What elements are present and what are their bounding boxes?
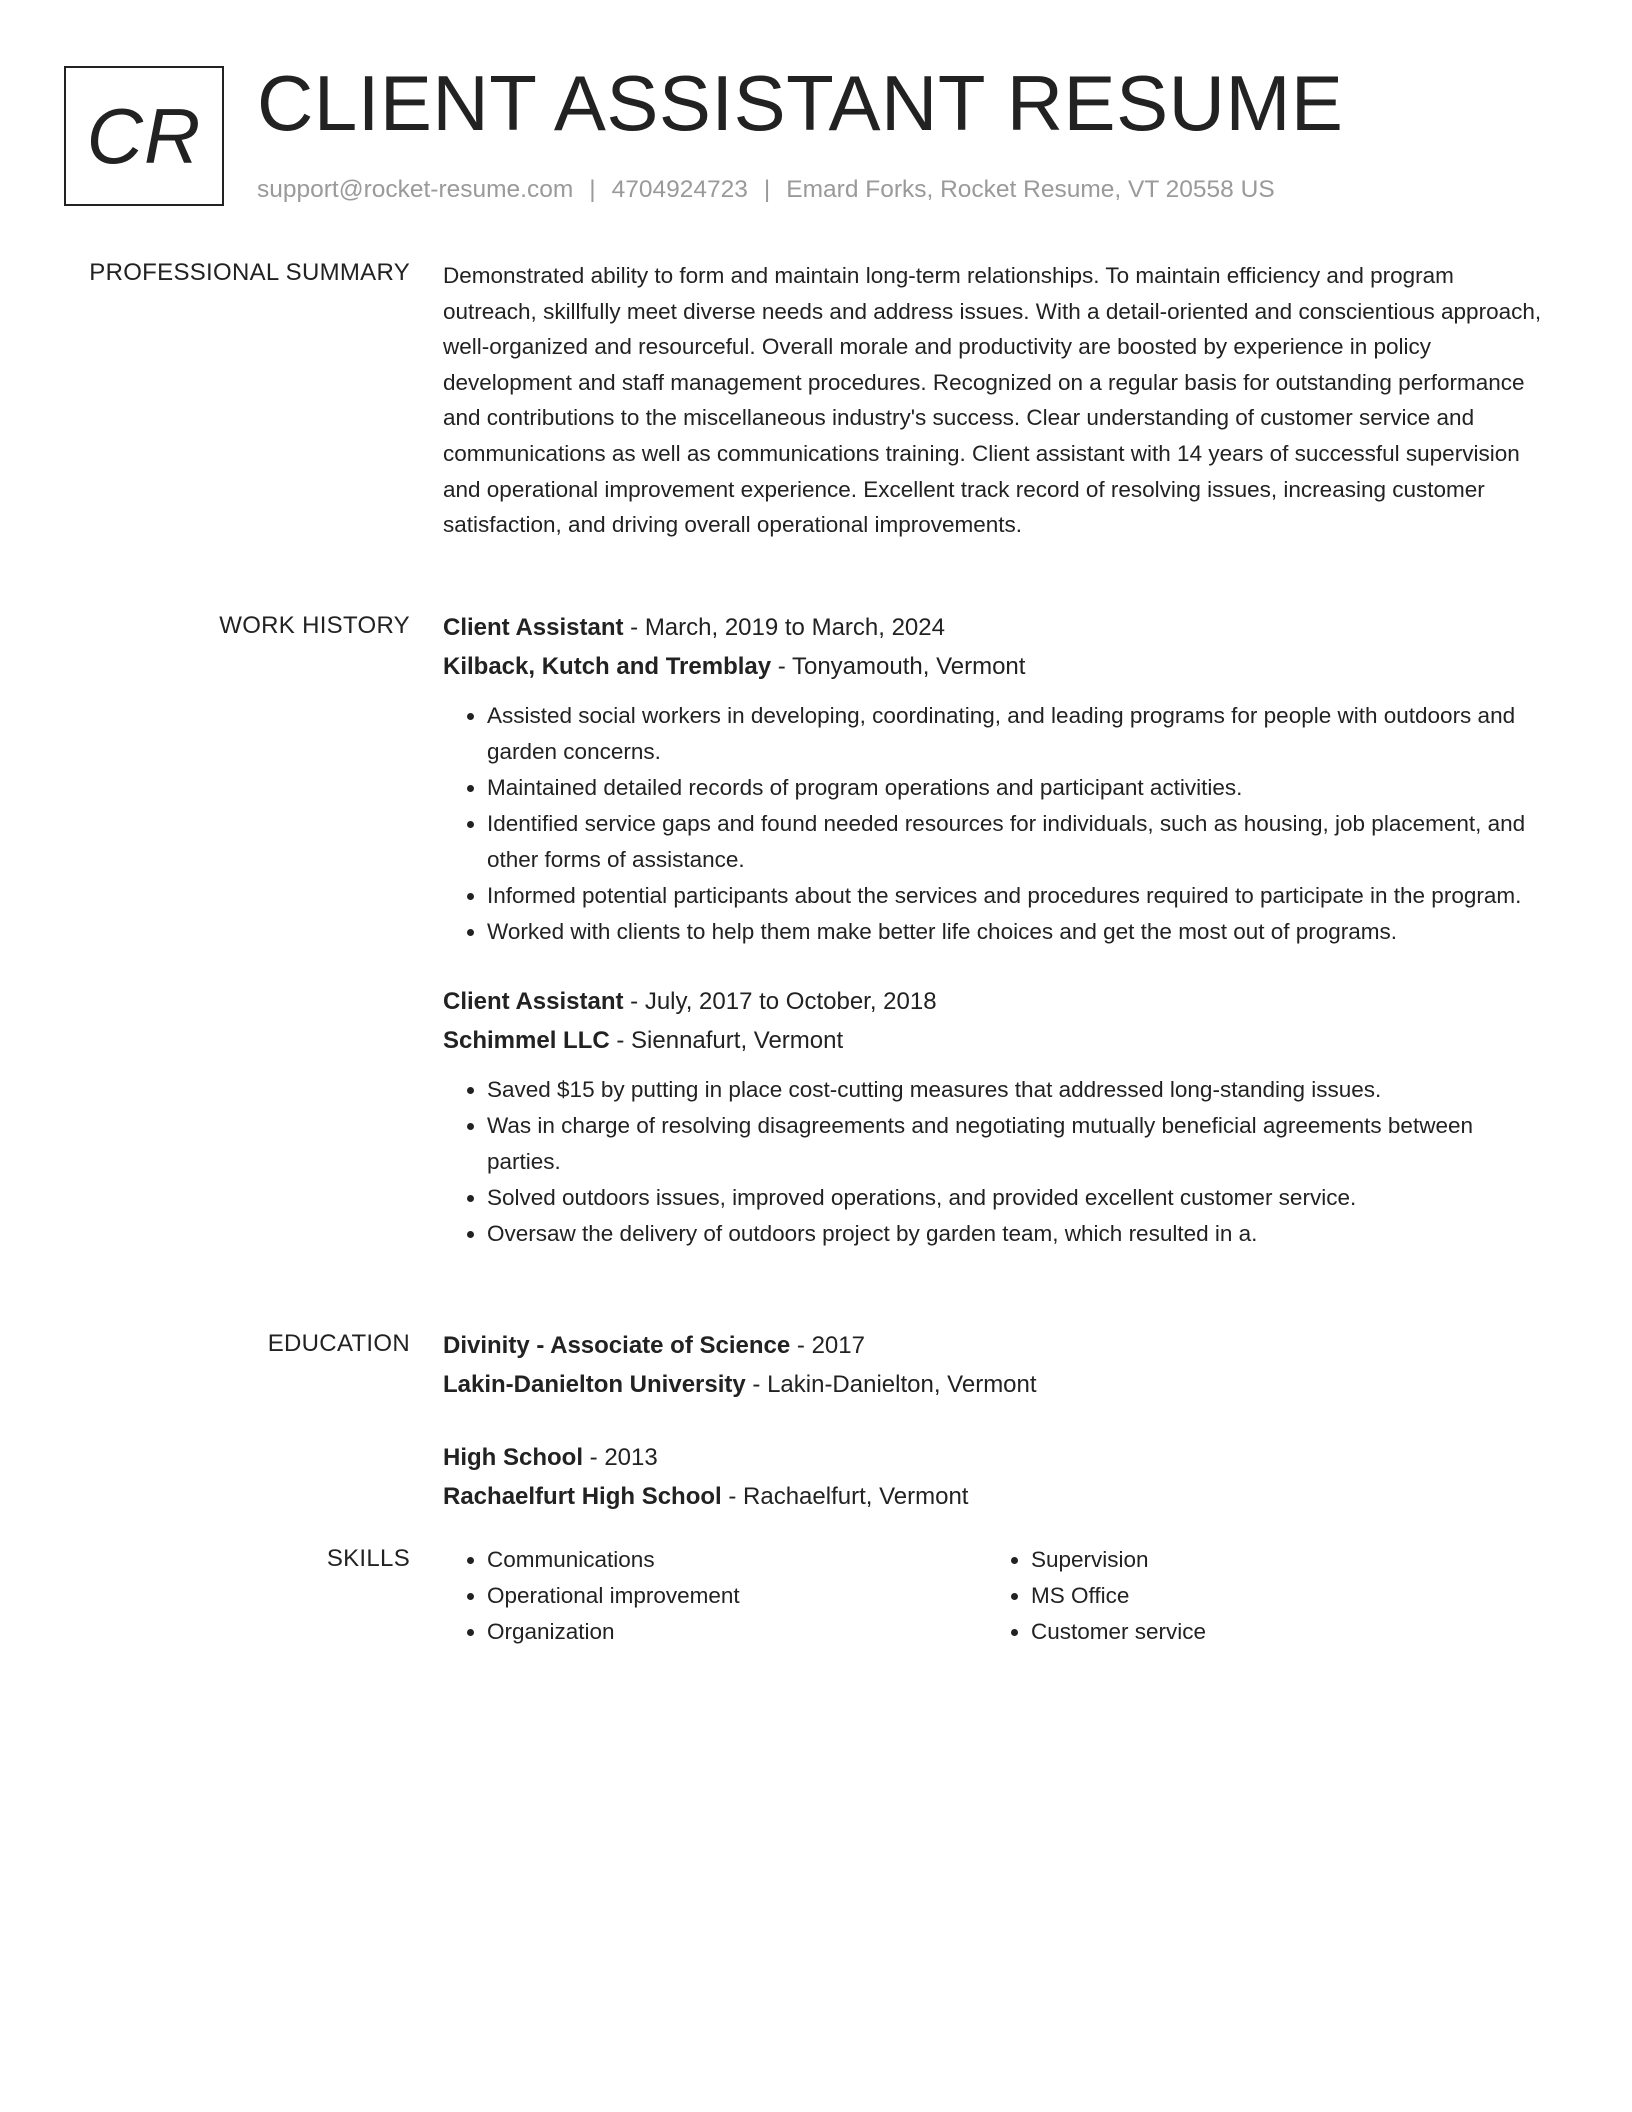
page-title: CLIENT ASSISTANT RESUME [257, 59, 1344, 147]
skill-item: • Organization [487, 1614, 987, 1650]
section-label-summary: PROFESSIONAL SUMMARY [89, 259, 410, 286]
section-label-skills: SKILLS [326, 1545, 410, 1572]
job-title-line [443, 608, 1548, 647]
skills-body [443, 1542, 1548, 1650]
job-company-line [443, 1021, 1548, 1060]
education-year: - 2017 [790, 1332, 865, 1359]
contact-separator: | [589, 176, 596, 203]
job-company-line [443, 647, 1548, 686]
skills-column-left [443, 1542, 987, 1650]
job-company: Schimmel LLC [443, 1027, 610, 1054]
education-school: Lakin-Danielton University [443, 1371, 746, 1398]
section-label-education: EDUCATION [267, 1330, 410, 1357]
job-title: Client Assistant [443, 614, 624, 641]
education-degree: Divinity - Associate of Science [443, 1332, 791, 1359]
monogram-logo: CR [64, 66, 224, 206]
skill-item: • Supervision [1031, 1542, 1531, 1578]
job-location: - Tonyamouth, Vermont [771, 653, 1026, 680]
education-location: - Rachaelfurt, Vermont [721, 1483, 969, 1510]
education-degree: High School [443, 1444, 583, 1471]
education-location: - Lakin-Danielton, Vermont [745, 1371, 1037, 1398]
job-entry [443, 608, 1548, 950]
job-dates: - March, 2019 to March, 2024 [623, 614, 945, 641]
job-bullet: • Maintained detailed records of program operations and participant activities. [487, 770, 1548, 806]
skills-list [443, 1542, 987, 1650]
education-degree-line [443, 1326, 1548, 1365]
job-bullets [443, 1072, 1548, 1252]
job-bullets [443, 698, 1548, 950]
job-location: - Siennafurt, Vermont [609, 1027, 844, 1054]
job-bullet: • Solved outdoors issues, improved operations, and provided excellent customer service. [487, 1180, 1548, 1216]
education-school: Rachaelfurt High School [443, 1483, 722, 1510]
skills-column-right [987, 1542, 1531, 1650]
contact-address: Emard Forks, Rocket Resume, VT 20558 US [786, 176, 1275, 203]
education-year: - 2013 [583, 1444, 658, 1471]
education-entry [443, 1438, 1548, 1516]
contact-phone: 4704924723 [611, 176, 748, 203]
job-bullet: • Assisted social workers in developing, coordinating, and leading programs for people with outdoors and garden concerns. [487, 698, 1548, 770]
contact-line [257, 174, 1275, 206]
work-history-body [443, 608, 1548, 1284]
education-body [443, 1326, 1548, 1550]
section-label-work-history: WORK HISTORY [219, 612, 410, 639]
education-school-line [443, 1365, 1548, 1404]
skills-list [987, 1542, 1531, 1650]
job-bullet: • Informed potential participants about the services and procedures required to participate in the program. [487, 878, 1548, 914]
skill-item: • MS Office [1031, 1578, 1531, 1614]
job-title: Client Assistant [443, 988, 624, 1015]
job-bullet: • Was in charge of resolving disagreements and negotiating mutually beneficial agreements between parties. [487, 1108, 1548, 1180]
job-title-line [443, 982, 1548, 1021]
education-entry [443, 1326, 1548, 1404]
education-school-line [443, 1477, 1548, 1516]
job-company: Kilback, Kutch and Tremblay [443, 653, 772, 680]
skill-item: • Customer service [1031, 1614, 1531, 1650]
job-bullet: • Saved $15 by putting in place cost-cutting measures that addressed long-standing issues. [487, 1072, 1548, 1108]
job-entry [443, 982, 1548, 1252]
summary-text: Demonstrated ability to form and maintain long-term relationships. To maintain efficiency and program outreach, skillfully meet diverse needs and address issues. With a detail-oriented and conscientious approach, well-organized and resourceful. Overall morale and productivity are boosted by experience in policy development and staff management procedures. Recognized on a regular basis for outstanding performance and contributions to the miscellaneous industry's success. Clear understanding of customer service and communications as well as communications training. Client assistant with 14 years of successful supervision and operational improvement experience. Excellent track record of resolving issues, increasing customer satisfaction, and driving overall operational improvements. [443, 263, 1542, 538]
job-dates: - July, 2017 to October, 2018 [623, 988, 937, 1015]
contact-separator: | [763, 176, 771, 203]
summary-body [443, 258, 1548, 543]
skill-item: • Operational improvement [487, 1578, 987, 1614]
job-bullet: • Worked with clients to help them make better life choices and get the most out of programs. [487, 914, 1548, 950]
skill-item: • Communications [487, 1542, 987, 1578]
skills-grid [443, 1542, 1548, 1650]
contact-email: support@rocket-resume.com [257, 176, 574, 203]
job-bullet: • Identified service gaps and found needed resources for individuals, such as housing, job placement, and other forms of assistance. [487, 806, 1548, 878]
education-degree-line [443, 1438, 1548, 1477]
job-bullet: • Oversaw the delivery of outdoors project by garden team, which resulted in a. [487, 1216, 1548, 1252]
